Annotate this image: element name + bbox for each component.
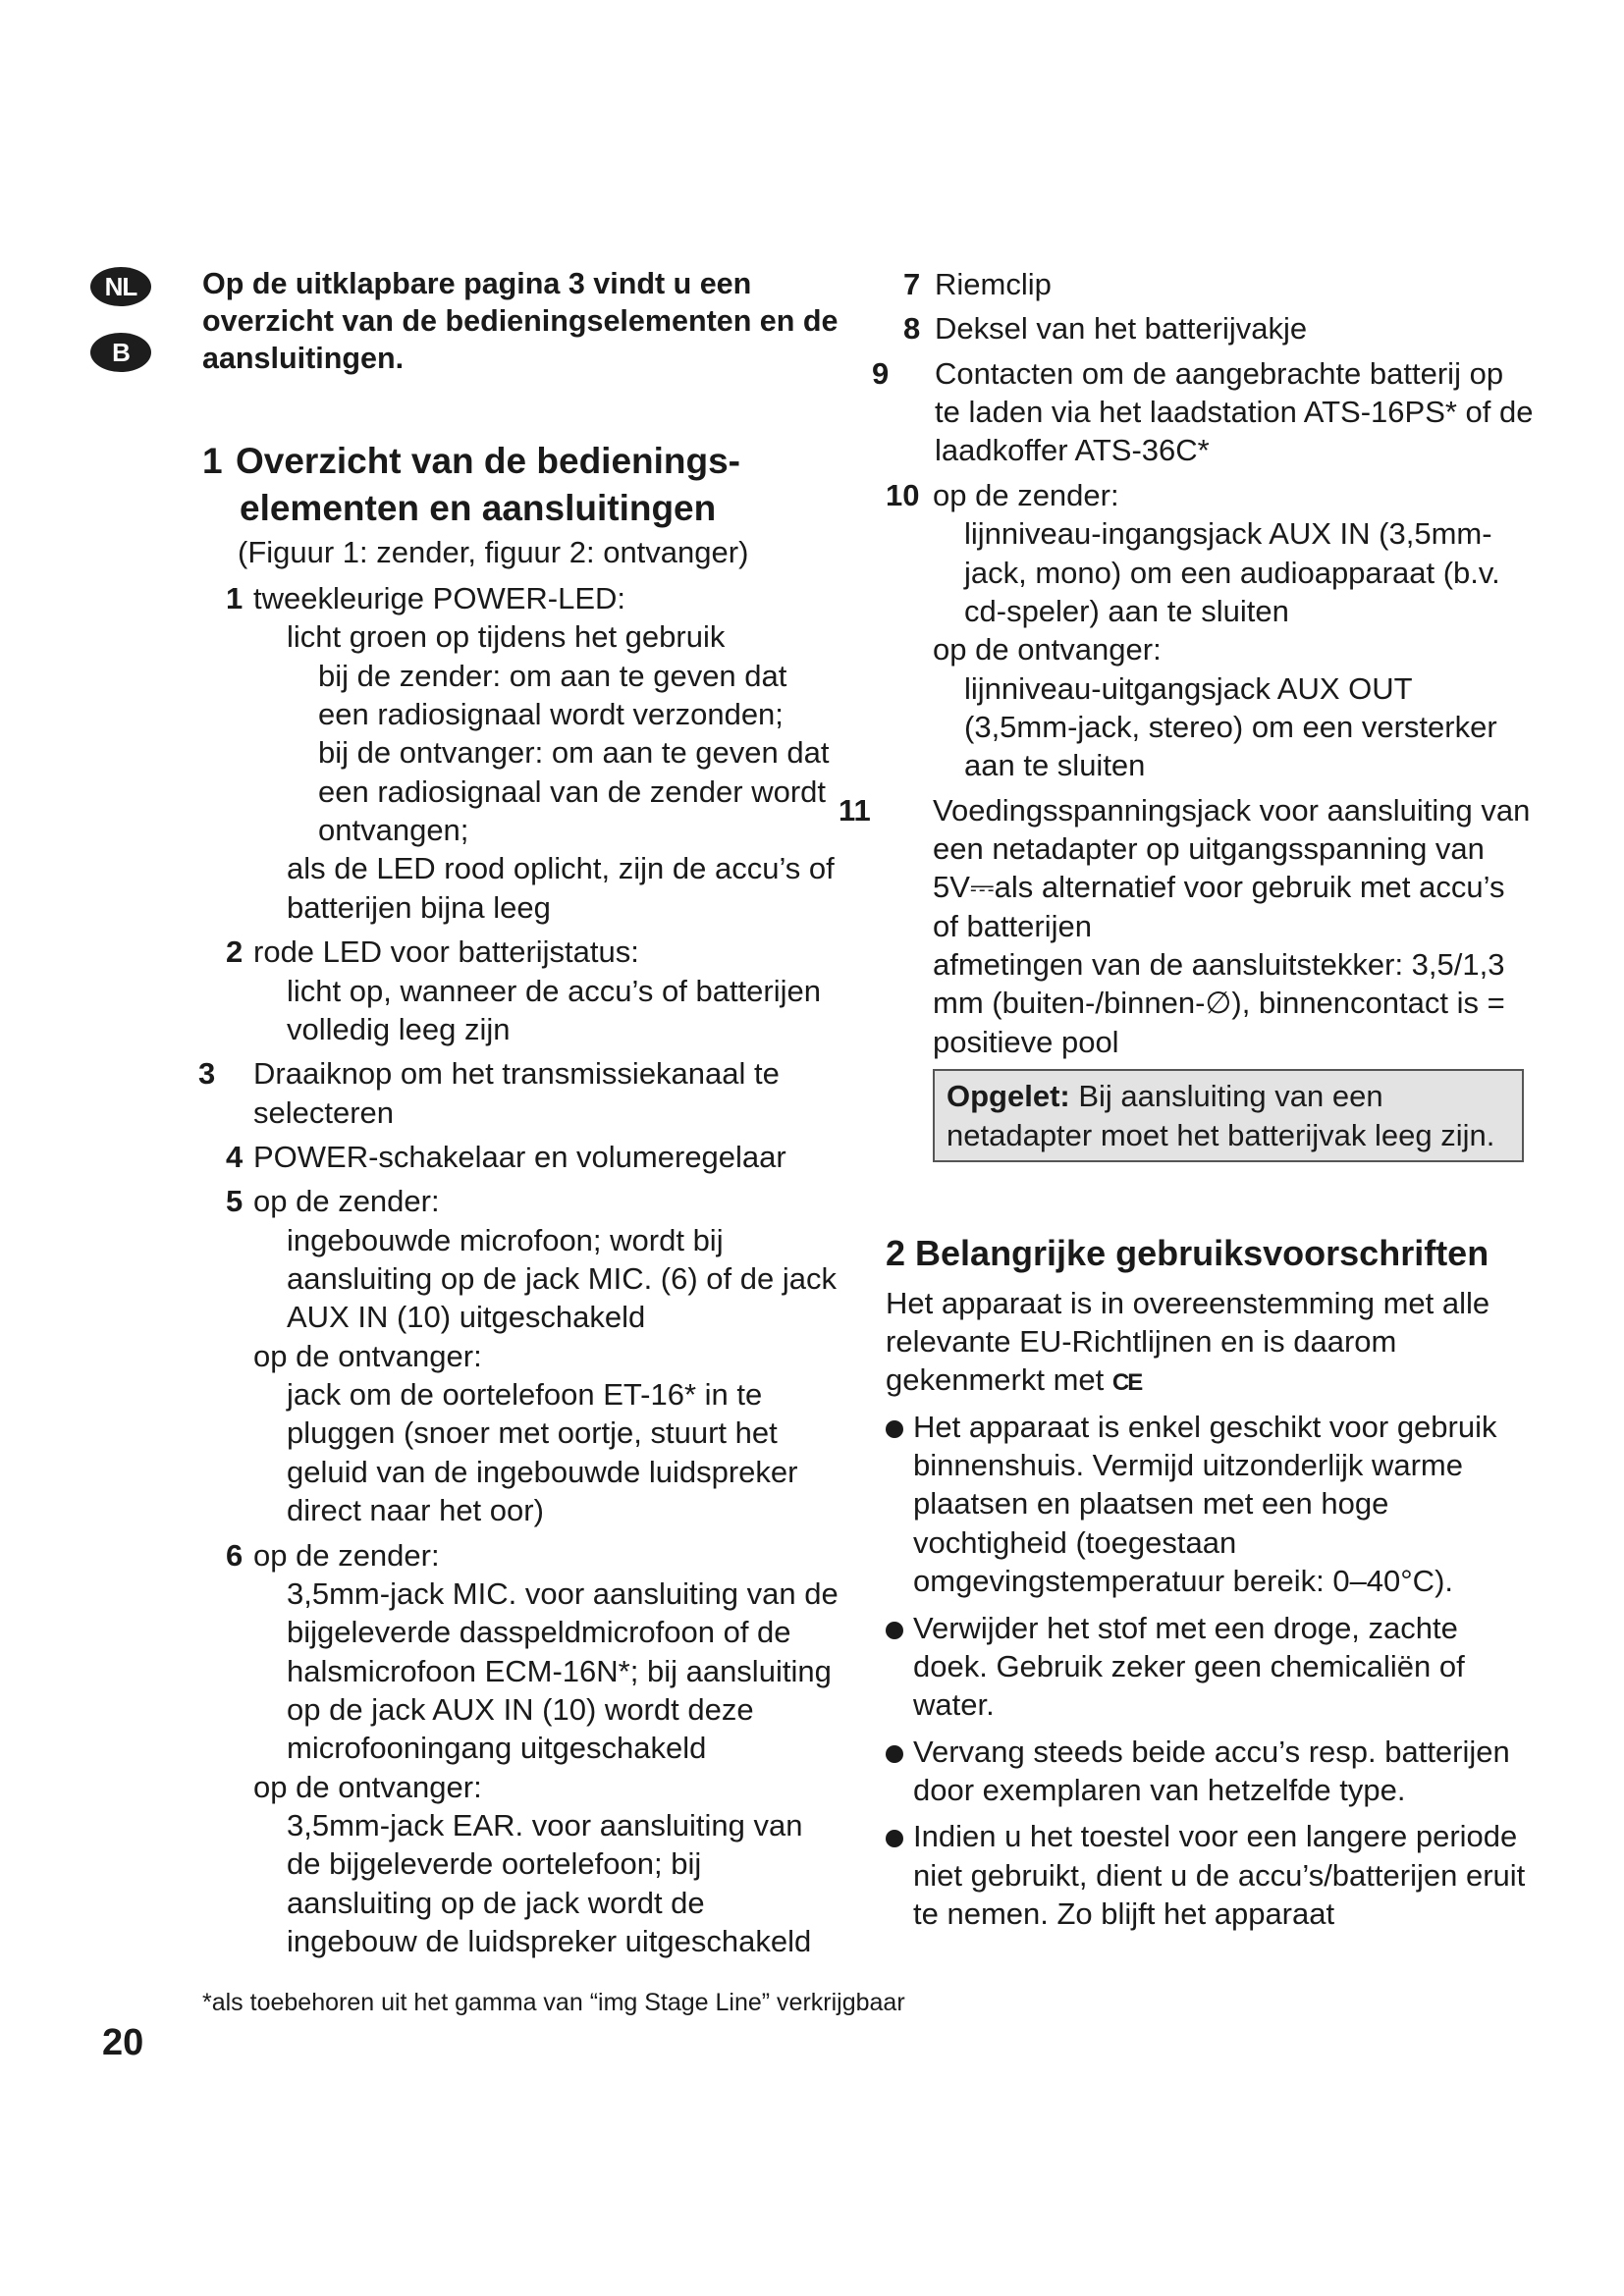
section-2-heading: 2 Belangrijke gebruiksvoorschriften (886, 1232, 1489, 1273)
intro-text: Op de uitklapbare pagina 3 vindt u een overzicht van de bedieningselementen en de aansluitingen. (202, 267, 839, 376)
item-number: 10 (886, 477, 920, 512)
item-subheading: op de ontvanger: (933, 632, 1162, 667)
item-text: 3,5mm-jack MIC. voor aansluiting van de bijgeleverde dasspeldmicrofoon of de halsmicrofoon ECM-16N*; bij aansluiting op de jack AUX IN (10) wordt deze microfooningang uitgeschakeld (287, 1575, 839, 1766)
item-title: rode LED voor batterijstatus: (253, 934, 639, 970)
bullet-text: Indien u het toestel voor een langere periode niet gebruikt, dient u de accu’s/batterijen eruit te nemen. Zo blijft het apparaat (913, 1819, 1526, 1932)
section-1-number: 1 (202, 441, 223, 482)
item-3 (198, 1054, 840, 1132)
item-number: 9 (872, 355, 890, 391)
bullet-icon (886, 1622, 903, 1639)
bullet-text: Vervang steeds beide accu’s resp. batterijen door exemplaren van hetzelfde type. (913, 1734, 1510, 1807)
item-text: afmetingen van de aansluitstekker: 3,5/1,3 mm (buiten-/binnen-∅), binnencontact is = positieve pool (933, 947, 1505, 1059)
item-text: bij de zender: om aan te geven dat een radiosignaal wordt verzonden; (318, 658, 787, 731)
item-number: 7 (903, 267, 921, 301)
item-title: Draaiknop om het transmissiekanaal te selecteren (253, 1056, 780, 1130)
bullet-icon (886, 1745, 903, 1763)
section-2-paragraph (886, 1284, 1534, 1400)
item-text: licht groen op tijdens het gebruik (287, 619, 726, 655)
left-column (198, 265, 840, 1967)
item-1 (202, 579, 840, 927)
item-number: 8 (903, 311, 921, 347)
item-11 (839, 791, 1534, 1062)
item-text: lijnniveau-ingangsjack AUX IN (3,5mm-jack, mono) om een audioapparaat (b.v. cd-speler) aan te sluiten (964, 516, 1500, 628)
item-text: licht op, wanneer de accu’s of batterijen volledig leeg zijn (287, 973, 821, 1046)
bullet-item (886, 1733, 1534, 1810)
item-4 (202, 1138, 840, 1176)
item-subheading: op de ontvanger: (253, 1338, 482, 1373)
bullet-icon (886, 1420, 903, 1438)
section-1-heading (202, 438, 840, 532)
item-text: jack om de oortelefoon ET-16* in te pluggen (snoer met oortje, stuurt het geluid van de ingebouwde luidspreker direct naar het oor) (287, 1377, 798, 1528)
item-number: 11 (839, 792, 871, 828)
item-title: POWER-schakelaar en volumeregelaar (253, 1139, 786, 1174)
item-8 (886, 309, 1534, 347)
item-2 (202, 933, 840, 1048)
item-subheading: op de ontvanger: (253, 1769, 482, 1804)
item-title: Deksel van het batterijvakje (935, 311, 1308, 347)
section-2-paragraph-text: Het apparaat is in overeenstemming met alle relevante EU-Richtlijnen en is daarom gekenmerkt met (886, 1285, 1490, 1398)
note-label: Opgelet: (947, 1079, 1070, 1114)
item-9 (872, 354, 1534, 470)
item-title: op de zender: (253, 1184, 440, 1219)
item-5 (202, 1182, 840, 1529)
ce-mark: CE (1111, 1369, 1142, 1397)
item-text: 3,5mm-jack EAR. voor aansluiting van de bijgeleverde oortelefoon; bij aansluiting op de jack wordt de ingebouw de luidspreker uitgeschakeld (287, 1808, 812, 1959)
item-text: bij de ontvanger: om aan te geven dat een radiosignaal van de zender wordt ontvangen; (318, 735, 830, 848)
section-1-title-line2: elementen en aansluitingen (240, 488, 717, 529)
item-text: ingebouwde microfoon; wordt bij aansluiting op de jack MIC. (6) of de jack AUX IN (10) uitgeschakeld (287, 1222, 837, 1335)
bullet-text: Verwijder het stof met een droge, zachte doek. Gebruik zeker geen chemicaliën of water. (913, 1610, 1465, 1723)
warning-note (933, 1069, 1524, 1162)
item-10 (886, 476, 1534, 785)
item-title: Riemclip (935, 267, 1052, 301)
item-title: Voedingsspanningsjack voor aansluiting van een netadapter op uitgangsspanning van 5V⎓als alternatief voor gebruik met accu’s of batterijen (933, 792, 1531, 943)
page-number: 20 (102, 2022, 144, 2063)
item-title: op de zender: (933, 477, 1119, 512)
item-number: 1 (226, 580, 244, 615)
item-number: 6 (226, 1537, 244, 1573)
bullet-icon (886, 1830, 903, 1847)
bullet-item (886, 1817, 1534, 1933)
section-1-title-line1: Overzicht van de bedienings- (236, 441, 741, 482)
item-number: 3 (198, 1056, 216, 1092)
bullet-item (886, 1408, 1534, 1601)
item-number: 2 (226, 934, 244, 970)
language-badge-nl: NL (90, 267, 151, 306)
item-number: 5 (226, 1184, 244, 1219)
section-1-subtitle: (Figuur 1: zender, figuur 2: ontvanger) (238, 534, 749, 569)
note-text: Bij aansluiting van een netadapter moet het batterijvak leeg zijn. (947, 1079, 1495, 1152)
item-6 (202, 1536, 840, 1961)
item-text: lijnniveau-uitgangsjack AUX OUT (3,5mm-jack, stereo) om een versterker aan te sluiten (964, 670, 1497, 783)
footnote: *als toebehoren uit het gamma van “img Stage Line” verkrijgbaar (202, 1989, 905, 2016)
item-text: als de LED rood oplicht, zijn de accu’s of batterijen bijna leeg (287, 851, 835, 925)
item-title: tweekleurige POWER-LED: (253, 580, 626, 615)
item-number: 4 (226, 1139, 244, 1174)
language-badge-b: B (90, 333, 151, 372)
item-7 (886, 265, 1534, 303)
bullet-text: Het apparaat is enkel geschikt voor gebruik binnenshuis. Vermijd uitzonderlijk warme plaatsen en plaatsen met een hoge vochtigheid (toegestaan omgevingstemperatuur bereik: 0–40°C). (913, 1409, 1497, 1599)
right-column (839, 265, 1534, 1941)
item-title: Contacten om de aangebrachte batterij op te laden via het laadstation ATS-16PS* of de laadkoffer ATS-36C* (935, 355, 1534, 468)
item-title: op de zender: (253, 1537, 440, 1573)
bullet-item (886, 1609, 1534, 1725)
